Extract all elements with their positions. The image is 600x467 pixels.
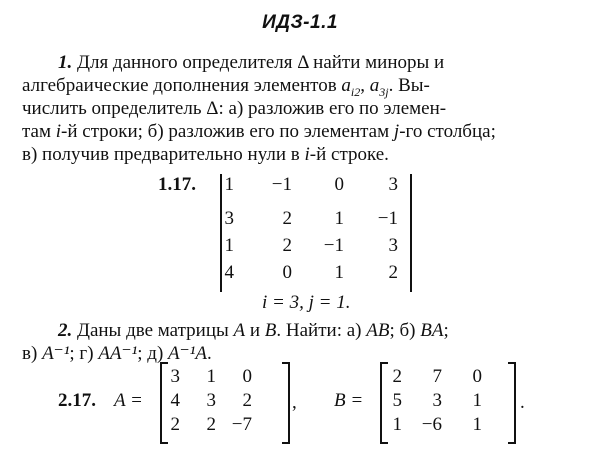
- matrix-a-right-bracket: [282, 362, 290, 444]
- task1-text-1: Для данного определителя Δ найти миноры и: [77, 52, 445, 73]
- matrix-b-cell-r1-c3: 0: [472, 366, 482, 387]
- det-cell-r1-c4: 3: [388, 174, 398, 195]
- det-cell-r3-c2: 2: [282, 235, 292, 256]
- matrix-a-cell-r2-c2: 3: [206, 390, 216, 411]
- matrix-a-cell-r1-c1: 3: [170, 366, 180, 387]
- matrix-b-name: B =: [334, 390, 364, 411]
- element-a3j: $a_{3j}$: [369, 75, 389, 99]
- matrix-a-name: A =: [114, 390, 143, 411]
- matrix-b-cell-r3-c1: 1: [392, 414, 402, 435]
- matrix-a-cell-r3-c1: 2: [170, 414, 180, 435]
- element-ai2: $a_{i2}$: [341, 75, 361, 99]
- task1-vy: . Вы-: [388, 75, 430, 96]
- matrix-b-period: .: [520, 392, 525, 413]
- det-cell-r1-c3: 0: [334, 174, 344, 195]
- matrix-a-cell-r1-c3: 0: [242, 366, 252, 387]
- det-cell-r2-c1: 3: [224, 208, 234, 229]
- matrix-b-cell-r1-c2: 7: [432, 366, 442, 387]
- matrix-b-cell-r2-c3: 1: [472, 390, 482, 411]
- page-title: ИДЗ-1.1: [262, 12, 338, 33]
- task1-line4: там i-й строки; б) разложив его по элементам j-го столбца;: [22, 121, 496, 142]
- det-cell-r4-c1: 4: [224, 262, 234, 283]
- det-cell-r4-c3: 1: [334, 262, 344, 283]
- task1-number: 1.: [58, 52, 73, 73]
- det-cell-r4-c2: 0: [282, 262, 292, 283]
- task2-line1: 2. Даны две матрицы A и B. Найти: а) AB; б) BA;: [58, 320, 449, 341]
- matrix-a-comma: ,: [292, 392, 297, 413]
- task2-line2: в) A⁻¹; г) AA⁻¹; д) A⁻¹A.: [22, 343, 212, 364]
- det-cell-r2-c2: 2: [282, 208, 292, 229]
- det-label: 1.17.: [158, 174, 196, 195]
- det-condition: i = 3, j = 1.: [262, 292, 351, 313]
- det-cell-r1-c1: 1: [224, 174, 234, 195]
- task1-line5: в) получив предварительно нули в i-й строке.: [22, 144, 389, 165]
- task1-line2: алгебраические дополнения элементов $a_{i2}$, $a_{3j}$. Вы-: [22, 75, 430, 99]
- det-cell-r1-c2: −1: [271, 174, 292, 195]
- det-cell-r3-c1: 1: [224, 235, 234, 256]
- matrix-b-cell-r2-c1: 5: [392, 390, 402, 411]
- matrix-a-cell-r2-c1: 4: [170, 390, 180, 411]
- matrix-a-cell-r3-c2: 2: [206, 414, 216, 435]
- det-cell-r2-c4: −1: [377, 208, 398, 229]
- task1-line3: числить определитель Δ: а) разложив его по элемен-: [22, 98, 447, 119]
- matrix-b-cell-r2-c2: 3: [432, 390, 442, 411]
- task1-line1: [58, 52, 444, 74]
- task1-text-2: алгебраические дополнения элементов: [22, 75, 337, 96]
- matrix-b-cell-r3-c3: 1: [472, 414, 482, 435]
- det-right-bar: [410, 174, 412, 292]
- matrix-b-cell-r3-c2: −6: [421, 414, 442, 435]
- matrix-b-right-bracket: [508, 362, 516, 444]
- det-cell-r3-c3: −1: [323, 235, 344, 256]
- det-cell-r3-c4: 3: [388, 235, 398, 256]
- matrices-label: 2.17.: [58, 390, 96, 411]
- matrix-b-cell-r1-c1: 2: [392, 366, 402, 387]
- det-cell-r4-c4: 2: [388, 262, 398, 283]
- det-cell-r2-c3: 1: [334, 208, 344, 229]
- matrix-a-cell-r1-c2: 1: [206, 366, 216, 387]
- matrix-a-cell-r3-c3: −7: [231, 414, 252, 435]
- matrix-a-cell-r2-c3: 2: [242, 390, 252, 411]
